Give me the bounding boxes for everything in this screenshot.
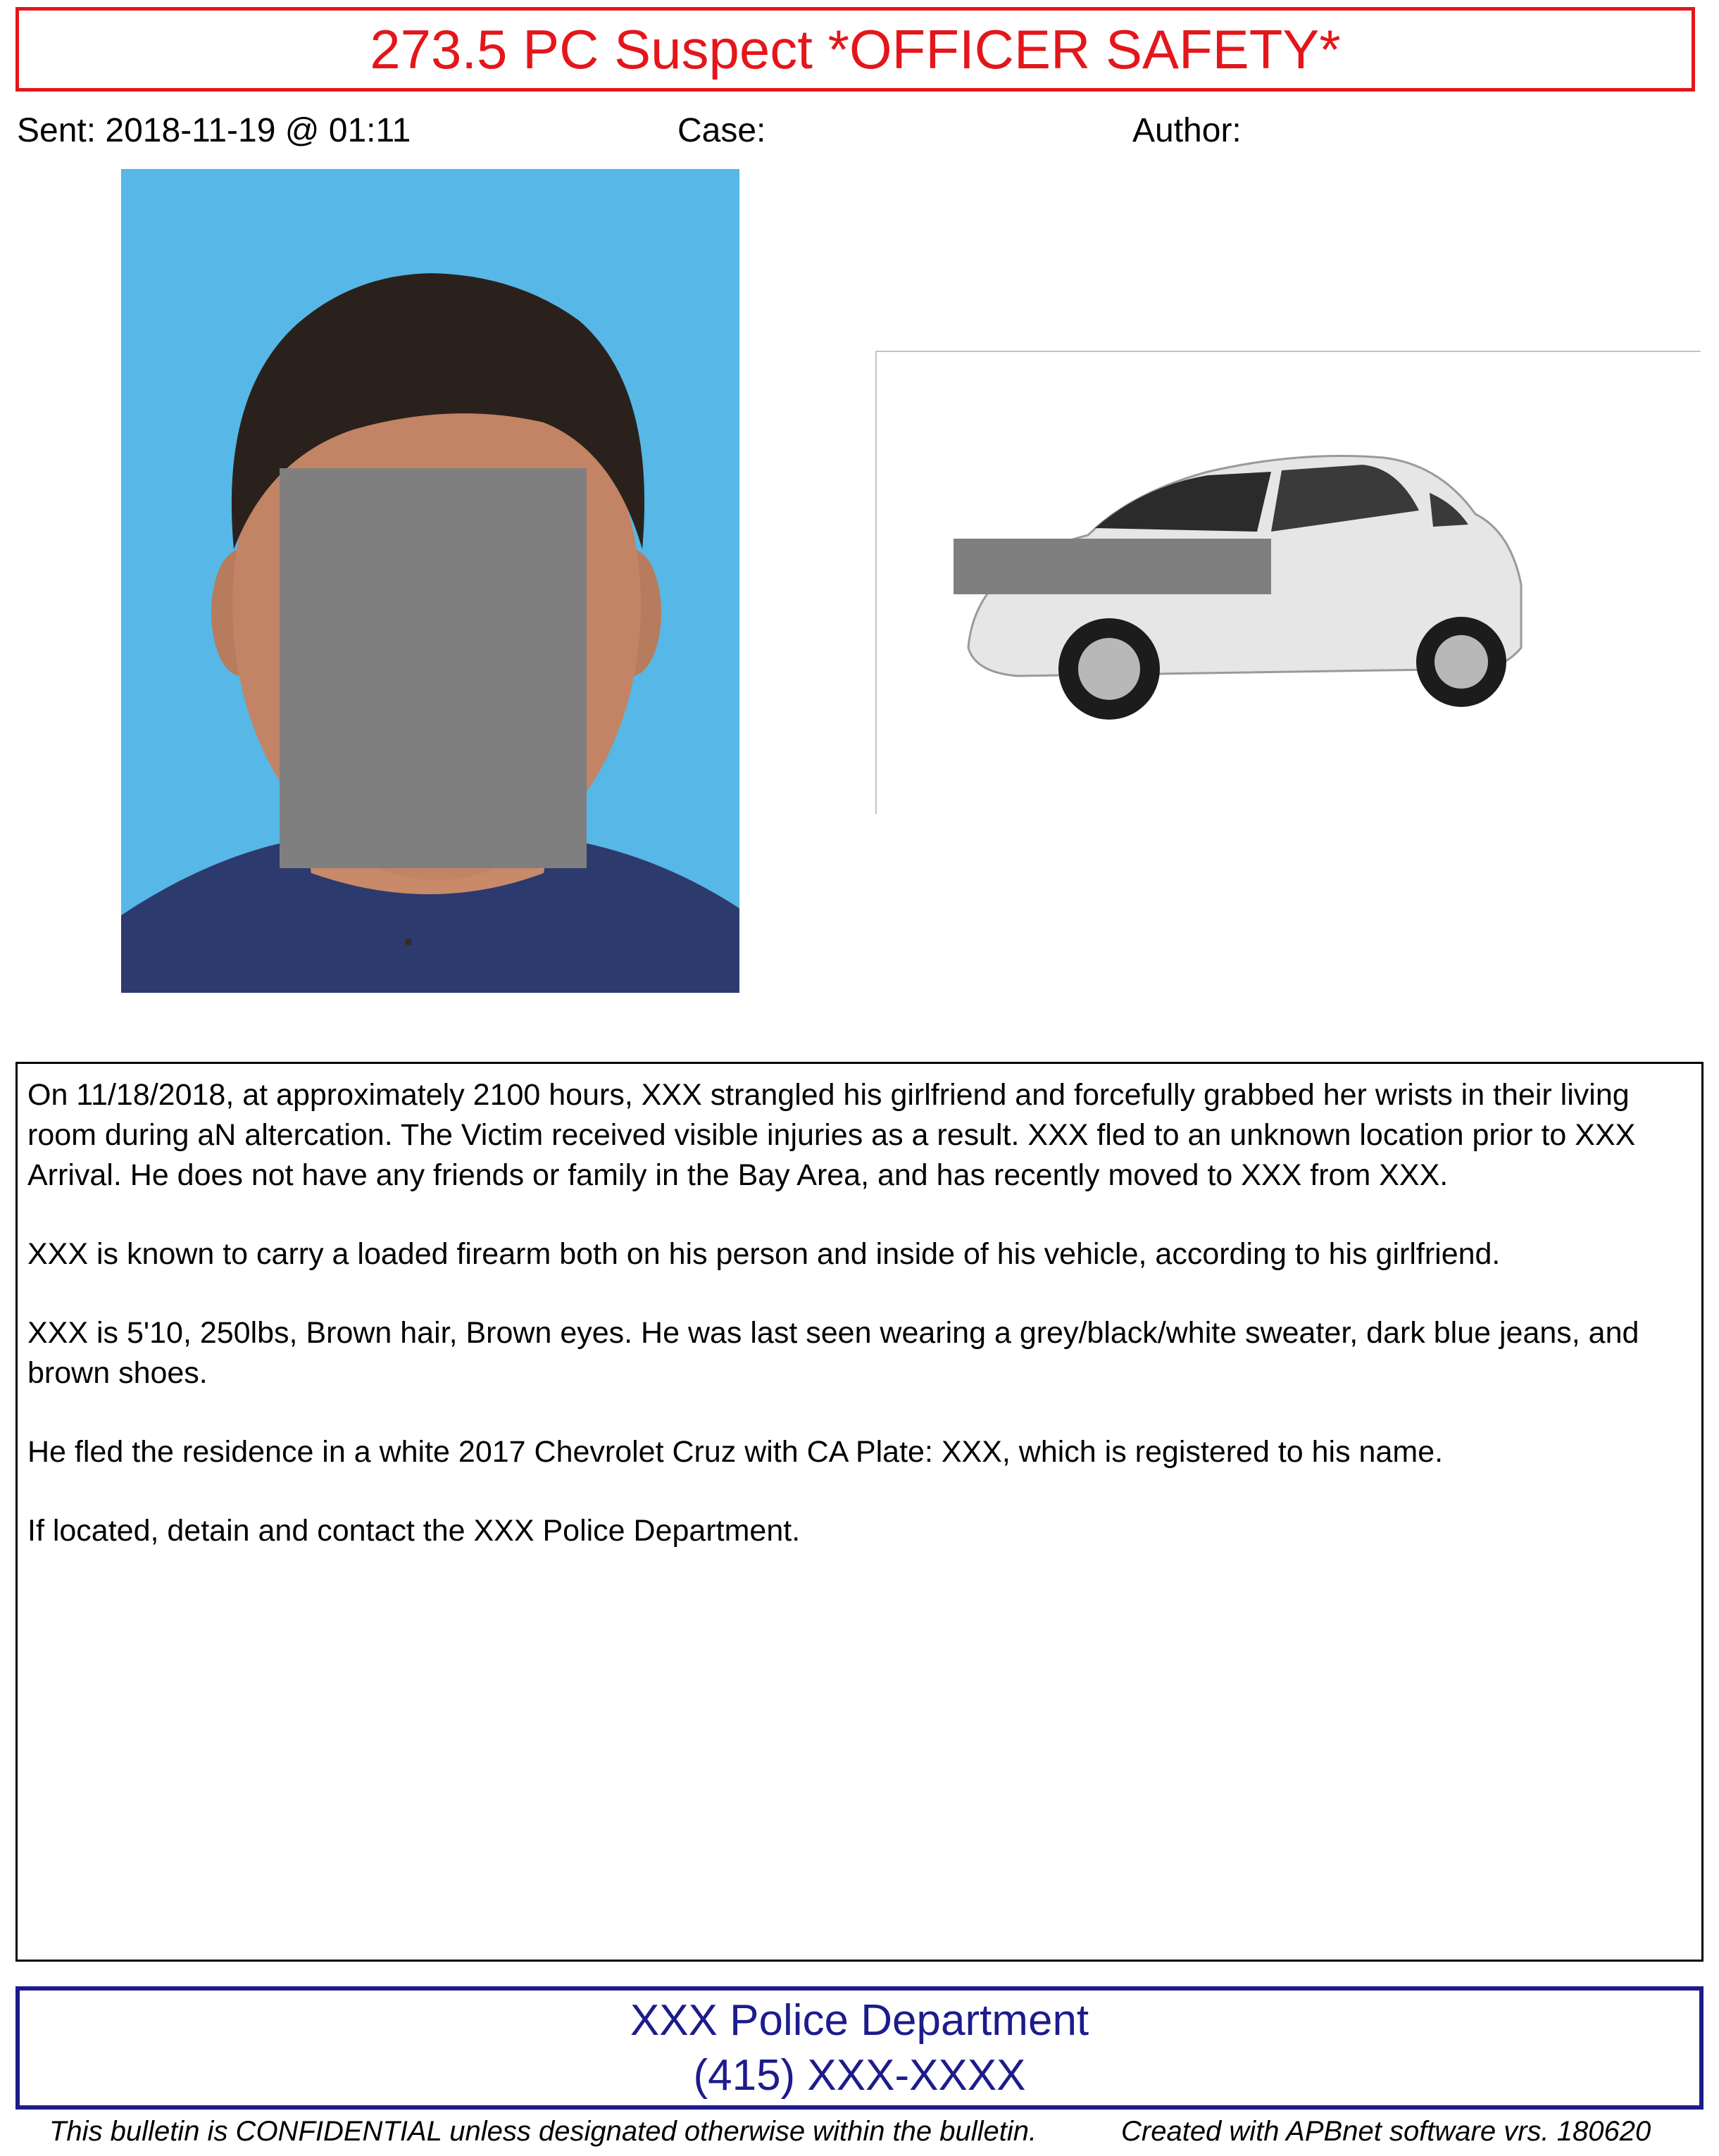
bulletin-narrative: [15, 1062, 1704, 1962]
suspect-photo: [121, 169, 739, 993]
narrative-paragraph: He fled the residence in a white 2017 Chevrolet Cruz with CA Plate: XXX, which is registered to his name.: [27, 1435, 1444, 1469]
vehicle-photo: [875, 351, 1701, 814]
narrative-paragraph: XXX is 5'10, 250lbs, Brown hair, Brown eyes. He was last seen wearing a grey/black/white sweater, dark blue jeans, and brown shoes.: [27, 1316, 1639, 1390]
agency-phone: (415) XXX-XXXX: [693, 2050, 1026, 2100]
narrative-paragraph: XXX is known to carry a loaded firearm both on his person and inside of his vehicle, according to his girlfriend.: [27, 1237, 1501, 1271]
narrative-paragraph: On 11/18/2018, at approximately 2100 hours, XXX strangled his girlfriend and forcefully grabbed her wrists in their living room during aN altercation. The Victim received visible injuries as a result. XXX fled to an unknown location prior to XXX Arrival. He does not have any friends or family in the Bay Area, and has recently moved to XXX from XXX.: [27, 1078, 1636, 1192]
suspect-photo-drawing: [121, 169, 739, 993]
bulletin-title-box: [15, 7, 1695, 92]
sent-datetime: Sent: 2018-11-19 @ 01:11: [17, 112, 411, 149]
case-label: Case:: [677, 112, 766, 149]
agency-contact-box: [15, 1986, 1704, 2110]
narrative-paragraph: If located, detain and contact the XXX Police Department.: [27, 1514, 801, 1548]
confidential-notice: This bulletin is CONFIDENTIAL unless designated otherwise within the bulletin.: [49, 2116, 1037, 2147]
software-credit: Created with APBnet software vrs. 180620: [1121, 2116, 1651, 2147]
vehicle-photo-drawing: [877, 352, 1701, 814]
bulletin-title: 273.5 PC Suspect *OFFICER SAFETY*: [370, 18, 1341, 80]
author-label: Author:: [1132, 112, 1242, 149]
agency-name: XXX Police Department: [630, 1995, 1089, 2045]
